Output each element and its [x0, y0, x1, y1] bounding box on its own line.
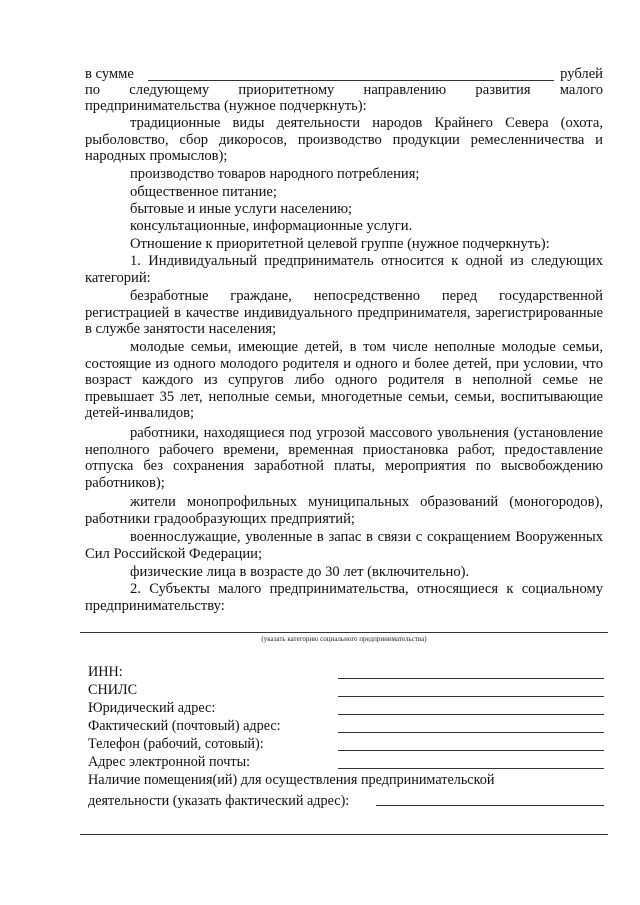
phone-label: Телефон (рабочий, сотовый): [88, 736, 264, 752]
category-military: военнослужащие, уволенные в запас в связи с сокращением Вооруженных Сил Российской Федерации; [85, 529, 603, 562]
social-entrepreneurship-heading: 2. Субъекты малого предпринимательства, относящиеся к социальному предпринимательству: [85, 581, 603, 614]
legal-address-field[interactable] [338, 714, 604, 715]
target-group-heading: Отношение к приоритетной целевой группе (нужное подчеркнуть): [130, 236, 550, 252]
inn-field[interactable] [338, 678, 604, 679]
category-young-families: молодые семьи, имеющие детей, в том числе неполные молодые семьи, состоящие из одного молодого родителя и одного и более детей, при условии, что возраст каждого из супругов либо одного родителя в неполной семье не превышает 35 лет, неполные семьи, многодетные семьи, семьи, воспитывающие детей-инвалидов; [85, 339, 603, 422]
category-workers-at-risk: работники, находящиеся под угрозой массового увольнения (установление неполного рабочего времени, временная приостановка работ, предоставление отпуска без сохранения заработной платы, мероприятия по высвобождению работников); [85, 425, 603, 491]
premises-address-field[interactable] [376, 805, 604, 806]
social-category-caption: (указать категорию социального предпринимательства) [261, 635, 427, 643]
social-category-line [80, 632, 608, 633]
inn-label: ИНН: [88, 664, 123, 680]
email-field[interactable] [338, 768, 604, 769]
premises-label-2: деятельности (указать фактический адрес): [88, 793, 350, 809]
category-unemployed: безработные граждане, непосредственно перед государственной регистрацией в качестве индивидуального предпринимателя, зарегистрированные в службе занятости населения; [85, 288, 603, 338]
postal-address-label: Фактический (почтовый) адрес: [88, 718, 281, 734]
option-household-services: бытовые и иные услуги населению; [130, 201, 353, 217]
option-traditional: традиционные виды деятельности народов Крайнего Севера (охота, рыболовство, сбор дикоросов, производство продукции ремесленничества и народных промыслов); [85, 115, 603, 165]
category-monotowns: жители монопрофильных муниципальных образований (моногородов), работники градообразующих предприятий; [85, 494, 603, 527]
individual-category-heading: 1. Индивидуальный предприниматель относится к одной из следующих категорий: [85, 253, 603, 286]
direction-line: по следующему приоритетному направлению развития малого [85, 82, 603, 98]
amount-underline [148, 80, 554, 81]
amount-prefix: в сумме [85, 66, 134, 82]
email-label: Адрес электронной почты: [88, 754, 251, 770]
snils-field[interactable] [338, 696, 604, 697]
option-catering: общественное питание; [130, 184, 277, 200]
option-consumer-goods: производство товаров народного потребления; [130, 166, 420, 182]
option-consulting: консультационные, информационные услуги. [130, 218, 413, 234]
direction-line-2: предпринимательства (нужное подчеркнуть): [85, 98, 367, 114]
postal-address-field[interactable] [338, 732, 604, 733]
amount-suffix: рублей [560, 66, 603, 82]
phone-field[interactable] [338, 750, 604, 751]
legal-address-label: Юридический адрес: [88, 700, 216, 716]
snils-label: СНИЛС [88, 682, 138, 698]
category-young-persons: физические лица в возрасте до 30 лет (включительно). [130, 564, 470, 580]
bottom-rule [80, 834, 608, 835]
premises-label: Наличие помещения(ий) для осуществления предпринимательской [88, 772, 495, 788]
